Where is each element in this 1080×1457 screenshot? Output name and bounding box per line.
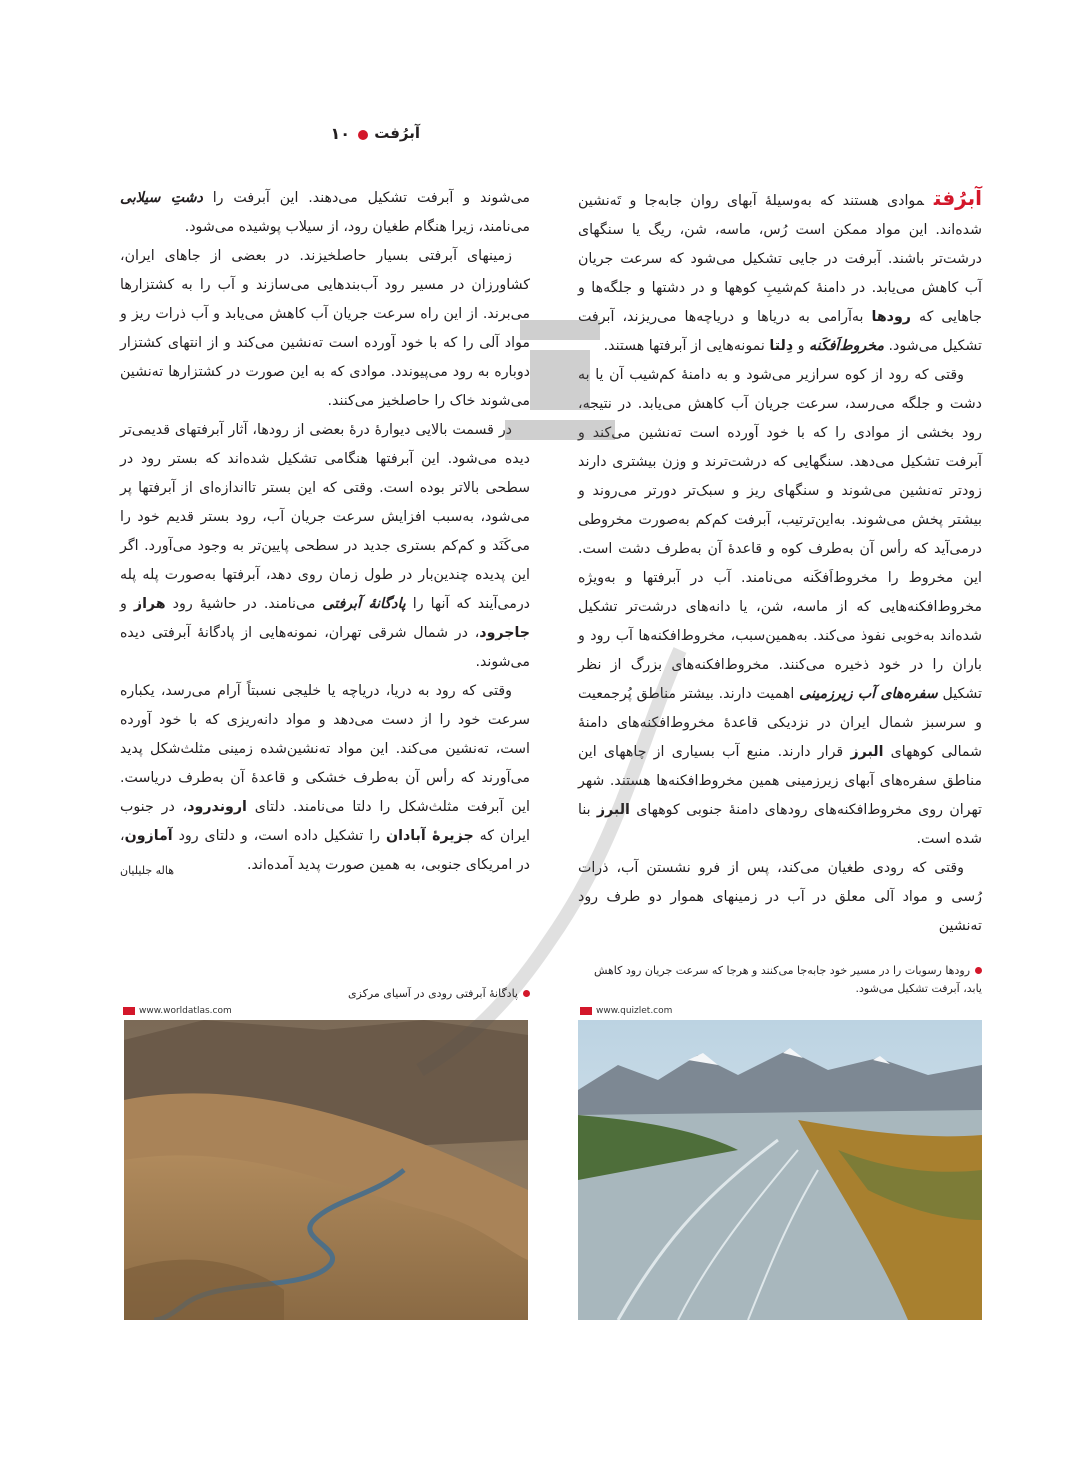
text: به‌آرامی به دریاها و دریاچه‌ها می‌ریزند، آبرفت تشکیل می‌شود. [578, 309, 982, 354]
landscape-illustration [578, 1020, 982, 1320]
alluvial-terrace-photo [124, 1020, 528, 1320]
photo-credit-right [580, 1006, 672, 1016]
photo-credit-left [123, 1006, 232, 1016]
text: وقتی که رود به دریا، دریاچه یا خلیجی نسبتاً آرام می‌رسد، یکباره سرعت خود را از دست می‌دهد و مواد دانه‌ریزی که با خود آورده است، ته‌نشین می‌کند. این مواد ته‌نشین‌شده زمینی مثلث‌شکل پدید می‌آورند که رأس آن به‌طرف خشکی و قاعدهٔ آن به‌طرف دریاست. این آبرفت مثلث‌شکل را دلتا می‌نامند. دلتای [120, 683, 530, 815]
bold-term: البرز [850, 744, 884, 760]
caption-text: پادگانهٔ آبرفتی رودی در آسیای مرکزی [347, 987, 518, 1000]
photo-caption-right [578, 962, 982, 998]
bold-term: رودها [871, 309, 911, 325]
page-number: ۱۰ [330, 124, 350, 143]
text: در قسمت بالایی دیوارهٔ درهٔ بعضی از رودها، آثار آبرفتهای قدیمی‌تر دیده می‌شود. این آبرفتها هنگامی تشکیل شده‌اند که بستر رود در سطحی بالاتر بوده است. وقتی که این بستر تااندازه‌ای از آبرفتها پر می‌شود، به‌سبب افزایش سرعت جریان آب، رود بستر قدیم خود را می‌کَنَد و کم‌کم بستری جدید در سطحی پایین‌تر به وجود می‌آورد. اگر این پدیده چندین‌بار در طول زمان روی دهد، آبرفتها به‌صورت پله پله درمی‌آیند که آنها را [120, 422, 530, 612]
paragraph [120, 184, 530, 242]
bold-term: البرز [596, 802, 630, 818]
paragraph [578, 361, 982, 854]
text: نمونه‌هایی از آبرفتها هستند. [603, 338, 765, 354]
caption-text: رودها رسوبات را در مسیر خود جابه‌جا می‌کنند و هرجا که سرعت جریان رود کاهش یابد، آبرفت تشکیل می‌شود. [593, 964, 982, 995]
bold-term: هراز [133, 596, 166, 612]
text: می‌نامند، زیرا هنگام طغیان رود، از سیلاب پوشیده می‌شود. [184, 219, 530, 235]
author-signature: هاله جلیلیان [120, 864, 175, 877]
caption-bullet-icon [523, 990, 530, 997]
text: و [797, 338, 805, 354]
caption-bullet-icon [975, 967, 982, 974]
text: ، در شمال شرقی تهران، نمونه‌هایی از پادگانهٔ آبرفتی دیده می‌شوند. [120, 625, 530, 670]
text: موادی هستند که به‌وسیلهٔ آبهای روان جابه‌جا و تَه‌نشین شده‌اند. این مواد ممکن است رُس، ماسه، شن، ریگ یا سنگهای درشت‌تر باشند. آبرفت در جایی تشکیل می‌شود که سرعت جریان آب کاهش می‌یابد. در دامنهٔ کم‌شیبِ کوهها و در دشتها و جلگه‌ها و جاهایی که [578, 193, 983, 325]
entry-term: آبرُفت [933, 186, 982, 210]
right-column [578, 184, 982, 941]
bold-term: جاجرود [479, 625, 530, 641]
text: ، در امریکای جنوبی، به همین صورت پدید آمده‌اند. [120, 828, 530, 873]
braided-river-photo [578, 1020, 982, 1320]
header-bullet-icon [358, 130, 368, 140]
credit-flag-icon [123, 1007, 135, 1015]
paragraph [120, 677, 530, 880]
paragraph [120, 416, 530, 677]
credit-text: www.worldatlas.com [139, 1006, 232, 1016]
italic-term: دشتِ سیلابی [120, 190, 203, 206]
bold-term: جزیرهٔ آبادان [385, 828, 474, 844]
paragraph [120, 242, 530, 416]
left-column [120, 184, 530, 885]
italic-term: مخروط‌اَفکَنه [809, 338, 885, 354]
credit-flag-icon [580, 1007, 592, 1015]
landscape-illustration [124, 1020, 528, 1320]
text: می‌شوند و آبرفت تشکیل می‌دهند. این آبرفت را [212, 190, 531, 206]
header-title: آبرُفت [374, 124, 420, 142]
text: زمینهای آبرفتی بسیار حاصلخیزند. در بعضی از جاهای ایران، کشاورزان در مسیر رود آب‌بندهایی می‌سازند و آب را به کشتزارها می‌برند. از این راه سرعت جریان آب کاهش می‌یابد و آب ذرات ریز و مواد آلی را که با خود آورده است ته‌نشین می‌کند و از انتهای کشتزار دوباره به رود می‌پیوندد. موادی که به این صورت در کشتزارها ته‌نشین می‌شوند خاک را حاصلخیز می‌کنند. [120, 248, 530, 409]
italic-term: سفره‌های آب زیرزمینی [799, 686, 938, 702]
text: می‌نامند. در حاشیهٔ رود [172, 596, 316, 612]
credit-text: www.quizlet.com [596, 1006, 673, 1016]
text: را تشکیل داده است، و دلتای رود [178, 828, 381, 844]
text: وقتی که رود از کوه سرازیر می‌شود و به دامنهٔ کم‌شیب آن یا به دشت و جلگه می‌رسد، سرعت جریان آب کاهش می‌یابد. در نتیجه، رود بخشی از موادی را که با خود آورده است ته‌نشین می‌کند و آبرفت تشکیل می‌دهد. سنگهایی که درشت‌ترند و وزن بیشتری دارند زودتر ته‌نشین می‌شوند و سنگهای ریز و سبک‌تر دورتر می‌روند و بیشتر پخش می‌شوند. به‌این‌ترتیب، آبرفت کم‌کم به‌صورت مخروطی درمی‌آید که رأس آن به‌طرف کوه و قاعدهٔ آن به‌طرف دشت است. این مخروط را مخروط‌اَفکَنه می‌نامند. آب در آبرفتها و به‌ویژه مخروط‌افکنه‌هایی که از ماسه، شن، یا دانه‌های درشت‌تر تشکیل شده‌اند به‌خوبی نفوذ می‌کند. به‌همین‌سبب، مخروط‌افکنه‌ها آب رود و باران را در خود ذخیره می‌کنند. مخروط‌افکنه‌های بزرگ از نظر تشکیل [578, 367, 982, 702]
text: بنا شده است. [578, 802, 982, 847]
text: قرار دارند. منبع آب بسیاری از چاههای این مناطق سفره‌های آبهای زیرزمینی همین مخروط‌افکنه‌ها هستند. شهر تهران روی مخروط‌افکنه‌های رودهای دامنهٔ جنوبی کوههای [578, 744, 982, 818]
bold-term: دِلتا [769, 338, 794, 354]
italic-term: پادگانهٔ آبرفتی [322, 596, 406, 612]
page-header [120, 124, 420, 150]
paragraph [578, 854, 982, 941]
bold-term: آمازون [124, 828, 173, 844]
bold-term: اروندرود [187, 799, 247, 815]
text: وقتی که رودی طغیان می‌کند، پس از فرو نشستن آب، ذرات رُسی و مواد آلی معلق در آب در زمینهای هموار دو طرف رود ته‌نشین [578, 860, 982, 934]
paragraph [578, 184, 982, 361]
text: و [120, 596, 127, 612]
text: اهمیت دارند. بیشتر مناطق پُرجمعیت و سرسبز شمال ایران در نزدیکی قاعدهٔ مخروط‌افکنه‌های دامنهٔ شمالی کوههای [578, 686, 982, 760]
photo-caption-left [120, 985, 530, 1003]
text: ، در جنوب ایران که [120, 799, 530, 844]
